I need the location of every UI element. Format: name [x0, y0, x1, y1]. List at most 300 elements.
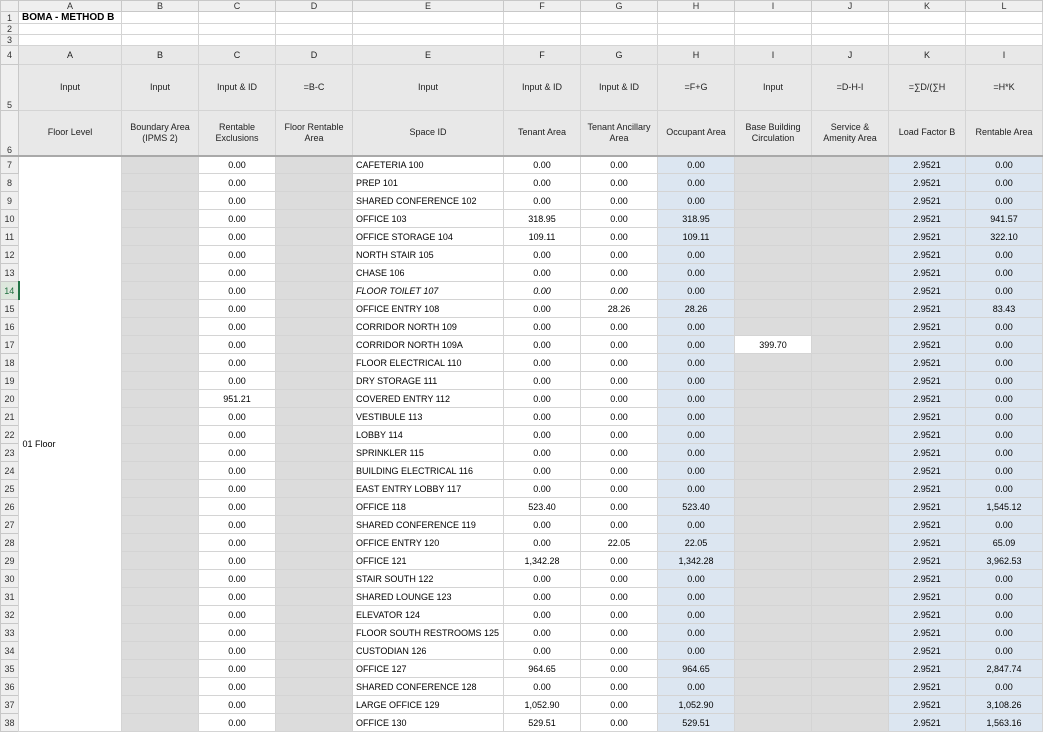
tenant-area-cell[interactable]: 0.00 [504, 354, 581, 372]
occupant-area-cell[interactable]: 0.00 [658, 390, 735, 408]
rentable-exclusions-cell[interactable]: 0.00 [199, 714, 276, 732]
tenant-ancillary-cell[interactable]: 0.00 [581, 696, 658, 714]
sheet-cell[interactable] [504, 35, 581, 46]
occupant-area-cell[interactable]: 0.00 [658, 264, 735, 282]
rentable-area-cell[interactable]: 1,563.16 [966, 714, 1043, 732]
rentable-area-cell[interactable]: 0.00 [966, 318, 1043, 336]
row-header[interactable]: 26 [1, 498, 19, 516]
tenant-area-cell[interactable]: 0.00 [504, 156, 581, 174]
floor-rentable-area-cell[interactable] [276, 642, 353, 660]
rentable-exclusions-cell[interactable]: 0.00 [199, 408, 276, 426]
load-factor-cell[interactable]: 2.9521 [889, 246, 966, 264]
boundary-area-cell[interactable] [122, 210, 199, 228]
sheet-cell[interactable] [19, 35, 122, 46]
space-id-cell[interactable]: PREP 101 [353, 174, 504, 192]
load-factor-cell[interactable]: 2.9521 [889, 552, 966, 570]
occupant-area-cell[interactable]: 1,342.28 [658, 552, 735, 570]
floor-rentable-area-cell[interactable] [276, 588, 353, 606]
tenant-ancillary-cell[interactable]: 0.00 [581, 354, 658, 372]
occupant-area-cell[interactable]: 1,052.90 [658, 696, 735, 714]
occupant-area-cell[interactable]: 529.51 [658, 714, 735, 732]
rentable-area-cell[interactable]: 83.43 [966, 300, 1043, 318]
rentable-area-cell[interactable]: 0.00 [966, 516, 1043, 534]
sheet-cell[interactable] [122, 24, 199, 35]
tenant-area-cell[interactable]: 0.00 [504, 480, 581, 498]
tenant-area-cell[interactable]: 318.95 [504, 210, 581, 228]
service-amenity-cell[interactable] [812, 336, 889, 354]
row-header[interactable]: 13 [1, 264, 19, 282]
row-header[interactable]: 19 [1, 372, 19, 390]
boundary-area-cell[interactable] [122, 660, 199, 678]
load-factor-cell[interactable]: 2.9521 [889, 570, 966, 588]
floor-rentable-area-cell[interactable] [276, 552, 353, 570]
boundary-area-cell[interactable] [122, 444, 199, 462]
tenant-ancillary-cell[interactable]: 0.00 [581, 480, 658, 498]
tenant-area-cell[interactable]: 0.00 [504, 624, 581, 642]
occupant-area-cell[interactable]: 0.00 [658, 624, 735, 642]
service-amenity-cell[interactable] [812, 642, 889, 660]
tenant-area-cell[interactable]: 0.00 [504, 606, 581, 624]
boundary-area-cell[interactable] [122, 714, 199, 732]
base-building-circulation-cell[interactable] [735, 642, 812, 660]
header-letter-cell[interactable]: E [353, 46, 504, 65]
sheet-cell[interactable] [812, 24, 889, 35]
space-id-cell[interactable]: OFFICE ENTRY 108 [353, 300, 504, 318]
floor-rentable-area-cell[interactable] [276, 336, 353, 354]
header-formula-cell[interactable]: Input [122, 65, 199, 111]
tenant-ancillary-cell[interactable]: 0.00 [581, 570, 658, 588]
rentable-exclusions-cell[interactable]: 0.00 [199, 480, 276, 498]
service-amenity-cell[interactable] [812, 444, 889, 462]
occupant-area-cell[interactable]: 0.00 [658, 444, 735, 462]
rentable-exclusions-cell[interactable]: 0.00 [199, 660, 276, 678]
rentable-area-cell[interactable]: 0.00 [966, 462, 1043, 480]
load-factor-cell[interactable]: 2.9521 [889, 408, 966, 426]
tenant-ancillary-cell[interactable]: 0.00 [581, 192, 658, 210]
service-amenity-cell[interactable] [812, 174, 889, 192]
row-header[interactable]: 18 [1, 354, 19, 372]
header-formula-cell[interactable]: Input & ID [504, 65, 581, 111]
occupant-area-cell[interactable]: 109.11 [658, 228, 735, 246]
space-id-cell[interactable]: SPRINKLER 115 [353, 444, 504, 462]
occupant-area-cell[interactable]: 964.65 [658, 660, 735, 678]
row-header[interactable]: 27 [1, 516, 19, 534]
row-header[interactable]: 20 [1, 390, 19, 408]
boundary-area-cell[interactable] [122, 516, 199, 534]
occupant-area-cell[interactable]: 0.00 [658, 174, 735, 192]
row-header[interactable]: 34 [1, 642, 19, 660]
base-building-circulation-cell[interactable] [735, 462, 812, 480]
load-factor-cell[interactable]: 2.9521 [889, 714, 966, 732]
sheet-cell[interactable] [581, 12, 658, 24]
tenant-ancillary-cell[interactable]: 0.00 [581, 246, 658, 264]
rentable-area-cell[interactable]: 0.00 [966, 426, 1043, 444]
load-factor-cell[interactable]: 2.9521 [889, 192, 966, 210]
load-factor-cell[interactable]: 2.9521 [889, 696, 966, 714]
row-header[interactable]: 3 [1, 35, 19, 46]
boundary-area-cell[interactable] [122, 282, 199, 300]
space-id-cell[interactable]: LARGE OFFICE 129 [353, 696, 504, 714]
service-amenity-cell[interactable] [812, 156, 889, 174]
rentable-area-cell[interactable]: 3,962.53 [966, 552, 1043, 570]
rentable-area-cell[interactable]: 0.00 [966, 390, 1043, 408]
service-amenity-cell[interactable] [812, 588, 889, 606]
space-id-cell[interactable]: STAIR SOUTH 122 [353, 570, 504, 588]
boundary-area-cell[interactable] [122, 624, 199, 642]
rentable-area-cell[interactable]: 0.00 [966, 588, 1043, 606]
floor-rentable-area-cell[interactable] [276, 660, 353, 678]
header-letter-cell[interactable]: D [276, 46, 353, 65]
sheet-cell[interactable] [581, 24, 658, 35]
rentable-area-cell[interactable]: 0.00 [966, 444, 1043, 462]
sheet-cell[interactable] [735, 35, 812, 46]
rentable-area-cell[interactable]: 0.00 [966, 480, 1043, 498]
occupant-area-cell[interactable]: 28.26 [658, 300, 735, 318]
tenant-area-cell[interactable]: 0.00 [504, 642, 581, 660]
tenant-ancillary-cell[interactable]: 0.00 [581, 660, 658, 678]
tenant-area-cell[interactable]: 0.00 [504, 534, 581, 552]
sheet-cell[interactable] [19, 24, 122, 35]
tenant-ancillary-cell[interactable]: 0.00 [581, 372, 658, 390]
rentable-area-cell[interactable]: 0.00 [966, 246, 1043, 264]
rentable-exclusions-cell[interactable]: 0.00 [199, 588, 276, 606]
occupant-area-cell[interactable]: 0.00 [658, 642, 735, 660]
service-amenity-cell[interactable] [812, 480, 889, 498]
row-header[interactable]: 25 [1, 480, 19, 498]
occupant-area-cell[interactable]: 0.00 [658, 678, 735, 696]
floor-rentable-area-cell[interactable] [276, 516, 353, 534]
header-letter-cell[interactable]: G [581, 46, 658, 65]
base-building-circulation-cell[interactable] [735, 300, 812, 318]
service-amenity-cell[interactable] [812, 300, 889, 318]
boundary-area-cell[interactable] [122, 552, 199, 570]
rentable-area-cell[interactable]: 2,847.74 [966, 660, 1043, 678]
column-header[interactable]: I [735, 1, 812, 12]
boundary-area-cell[interactable] [122, 534, 199, 552]
header-formula-cell[interactable]: =∑D/(∑H [889, 65, 966, 111]
sheet-cell[interactable] [966, 35, 1043, 46]
header-letter-cell[interactable]: F [504, 46, 581, 65]
service-amenity-cell[interactable] [812, 552, 889, 570]
boundary-area-cell[interactable] [122, 156, 199, 174]
floor-rentable-area-cell[interactable] [276, 228, 353, 246]
tenant-area-cell[interactable]: 0.00 [504, 390, 581, 408]
load-factor-cell[interactable]: 2.9521 [889, 534, 966, 552]
floor-rentable-area-cell[interactable] [276, 282, 353, 300]
rentable-exclusions-cell[interactable]: 0.00 [199, 606, 276, 624]
tenant-area-cell[interactable]: 0.00 [504, 426, 581, 444]
row-header[interactable]: 6 [1, 111, 19, 156]
sheet-cell[interactable] [504, 24, 581, 35]
rentable-area-cell[interactable]: 0.00 [966, 408, 1043, 426]
header-name-cell[interactable]: Load Factor B [889, 111, 966, 156]
row-header[interactable]: 21 [1, 408, 19, 426]
sheet-cell[interactable] [735, 24, 812, 35]
space-id-cell[interactable]: DRY STORAGE 111 [353, 372, 504, 390]
sheet-cell[interactable] [889, 24, 966, 35]
service-amenity-cell[interactable] [812, 408, 889, 426]
floor-rentable-area-cell[interactable] [276, 174, 353, 192]
floor-rentable-area-cell[interactable] [276, 246, 353, 264]
rentable-exclusions-cell[interactable]: 0.00 [199, 678, 276, 696]
floor-rentable-area-cell[interactable] [276, 480, 353, 498]
row-header[interactable]: 1 [1, 12, 19, 24]
sheet-cell[interactable] [353, 35, 504, 46]
tenant-ancillary-cell[interactable]: 0.00 [581, 588, 658, 606]
tenant-ancillary-cell[interactable]: 0.00 [581, 624, 658, 642]
rentable-exclusions-cell[interactable]: 0.00 [199, 624, 276, 642]
service-amenity-cell[interactable] [812, 714, 889, 732]
boundary-area-cell[interactable] [122, 678, 199, 696]
occupant-area-cell[interactable]: 0.00 [658, 318, 735, 336]
row-header[interactable]: 23 [1, 444, 19, 462]
rentable-area-cell[interactable]: 0.00 [966, 354, 1043, 372]
service-amenity-cell[interactable] [812, 426, 889, 444]
row-header[interactable]: 32 [1, 606, 19, 624]
space-id-cell[interactable]: OFFICE 130 [353, 714, 504, 732]
row-header[interactable]: 30 [1, 570, 19, 588]
service-amenity-cell[interactable] [812, 372, 889, 390]
boundary-area-cell[interactable] [122, 336, 199, 354]
load-factor-cell[interactable]: 2.9521 [889, 444, 966, 462]
service-amenity-cell[interactable] [812, 660, 889, 678]
rentable-exclusions-cell[interactable]: 0.00 [199, 354, 276, 372]
base-building-circulation-cell[interactable] [735, 264, 812, 282]
boundary-area-cell[interactable] [122, 174, 199, 192]
tenant-area-cell[interactable]: 0.00 [504, 372, 581, 390]
boundary-area-cell[interactable] [122, 264, 199, 282]
service-amenity-cell[interactable] [812, 210, 889, 228]
rentable-exclusions-cell[interactable]: 0.00 [199, 192, 276, 210]
base-building-circulation-cell[interactable] [735, 192, 812, 210]
tenant-area-cell[interactable]: 0.00 [504, 408, 581, 426]
space-id-cell[interactable]: CORRIDOR NORTH 109 [353, 318, 504, 336]
floor-rentable-area-cell[interactable] [276, 714, 353, 732]
row-header[interactable]: 14 [1, 282, 19, 300]
tenant-ancillary-cell[interactable]: 0.00 [581, 498, 658, 516]
base-building-circulation-cell[interactable] [735, 534, 812, 552]
header-formula-cell[interactable]: Input & ID [199, 65, 276, 111]
select-all-corner[interactable] [1, 1, 19, 12]
load-factor-cell[interactable]: 2.9521 [889, 678, 966, 696]
base-building-circulation-cell[interactable] [735, 372, 812, 390]
service-amenity-cell[interactable] [812, 228, 889, 246]
rentable-area-cell[interactable]: 3,108.26 [966, 696, 1043, 714]
rentable-area-cell[interactable]: 322.10 [966, 228, 1043, 246]
load-factor-cell[interactable]: 2.9521 [889, 480, 966, 498]
rentable-exclusions-cell[interactable]: 0.00 [199, 300, 276, 318]
service-amenity-cell[interactable] [812, 192, 889, 210]
row-header[interactable]: 36 [1, 678, 19, 696]
header-letter-cell[interactable]: A [19, 46, 122, 65]
space-id-cell[interactable]: ELEVATOR 124 [353, 606, 504, 624]
occupant-area-cell[interactable]: 318.95 [658, 210, 735, 228]
base-building-circulation-cell[interactable]: 399.70 [735, 336, 812, 354]
rentable-area-cell[interactable]: 0.00 [966, 372, 1043, 390]
boundary-area-cell[interactable] [122, 372, 199, 390]
tenant-area-cell[interactable]: 0.00 [504, 264, 581, 282]
tenant-ancillary-cell[interactable]: 0.00 [581, 282, 658, 300]
space-id-cell[interactable]: CUSTODIAN 126 [353, 642, 504, 660]
occupant-area-cell[interactable]: 0.00 [658, 426, 735, 444]
tenant-area-cell[interactable]: 964.65 [504, 660, 581, 678]
base-building-circulation-cell[interactable] [735, 282, 812, 300]
sheet-cell[interactable] [276, 12, 353, 24]
floor-rentable-area-cell[interactable] [276, 264, 353, 282]
tenant-area-cell[interactable]: 109.11 [504, 228, 581, 246]
header-letter-cell[interactable]: I [735, 46, 812, 65]
base-building-circulation-cell[interactable] [735, 228, 812, 246]
boundary-area-cell[interactable] [122, 498, 199, 516]
rentable-exclusions-cell[interactable]: 951.21 [199, 390, 276, 408]
sheet-cell[interactable] [735, 12, 812, 24]
floor-rentable-area-cell[interactable] [276, 462, 353, 480]
base-building-circulation-cell[interactable] [735, 714, 812, 732]
space-id-cell[interactable]: NORTH STAIR 105 [353, 246, 504, 264]
sheet-cell[interactable] [812, 12, 889, 24]
service-amenity-cell[interactable] [812, 624, 889, 642]
boundary-area-cell[interactable] [122, 426, 199, 444]
base-building-circulation-cell[interactable] [735, 210, 812, 228]
rentable-area-cell[interactable]: 0.00 [966, 624, 1043, 642]
space-id-cell[interactable]: OFFICE ENTRY 120 [353, 534, 504, 552]
space-id-cell[interactable]: OFFICE STORAGE 104 [353, 228, 504, 246]
floor-rentable-area-cell[interactable] [276, 210, 353, 228]
header-formula-cell[interactable]: =D-H-I [812, 65, 889, 111]
row-header[interactable]: 33 [1, 624, 19, 642]
base-building-circulation-cell[interactable] [735, 318, 812, 336]
space-id-cell[interactable]: SHARED CONFERENCE 102 [353, 192, 504, 210]
base-building-circulation-cell[interactable] [735, 480, 812, 498]
column-header[interactable]: H [658, 1, 735, 12]
tenant-area-cell[interactable]: 0.00 [504, 192, 581, 210]
floor-rentable-area-cell[interactable] [276, 192, 353, 210]
service-amenity-cell[interactable] [812, 606, 889, 624]
base-building-circulation-cell[interactable] [735, 588, 812, 606]
tenant-ancillary-cell[interactable]: 0.00 [581, 516, 658, 534]
space-id-cell[interactable]: OFFICE 103 [353, 210, 504, 228]
load-factor-cell[interactable]: 2.9521 [889, 264, 966, 282]
floor-rentable-area-cell[interactable] [276, 624, 353, 642]
rentable-exclusions-cell[interactable]: 0.00 [199, 516, 276, 534]
header-letter-cell[interactable]: K [889, 46, 966, 65]
space-id-cell[interactable]: SHARED CONFERENCE 128 [353, 678, 504, 696]
rentable-exclusions-cell[interactable]: 0.00 [199, 696, 276, 714]
rentable-exclusions-cell[interactable]: 0.00 [199, 462, 276, 480]
row-header[interactable]: 37 [1, 696, 19, 714]
column-header[interactable]: B [122, 1, 199, 12]
occupant-area-cell[interactable]: 0.00 [658, 462, 735, 480]
floor-level-cell[interactable]: 01 Floor [19, 156, 122, 732]
boundary-area-cell[interactable] [122, 642, 199, 660]
row-header[interactable]: 16 [1, 318, 19, 336]
header-name-cell[interactable]: Rentable Exclusions [199, 111, 276, 156]
base-building-circulation-cell[interactable] [735, 444, 812, 462]
space-id-cell[interactable]: SHARED CONFERENCE 119 [353, 516, 504, 534]
service-amenity-cell[interactable] [812, 570, 889, 588]
service-amenity-cell[interactable] [812, 318, 889, 336]
load-factor-cell[interactable]: 2.9521 [889, 426, 966, 444]
rentable-exclusions-cell[interactable]: 0.00 [199, 282, 276, 300]
tenant-area-cell[interactable]: 0.00 [504, 444, 581, 462]
load-factor-cell[interactable]: 2.9521 [889, 228, 966, 246]
header-name-cell[interactable]: Tenant Area [504, 111, 581, 156]
sheet-cell[interactable] [199, 12, 276, 24]
tenant-ancillary-cell[interactable]: 22.05 [581, 534, 658, 552]
tenant-area-cell[interactable]: 0.00 [504, 318, 581, 336]
sheet-cell[interactable] [276, 24, 353, 35]
boundary-area-cell[interactable] [122, 480, 199, 498]
rentable-exclusions-cell[interactable]: 0.00 [199, 264, 276, 282]
base-building-circulation-cell[interactable] [735, 516, 812, 534]
load-factor-cell[interactable]: 2.9521 [889, 660, 966, 678]
rentable-area-cell[interactable]: 0.00 [966, 264, 1043, 282]
rentable-exclusions-cell[interactable]: 0.00 [199, 498, 276, 516]
service-amenity-cell[interactable] [812, 282, 889, 300]
boundary-area-cell[interactable] [122, 462, 199, 480]
rentable-area-cell[interactable]: 65.09 [966, 534, 1043, 552]
occupant-area-cell[interactable]: 0.00 [658, 606, 735, 624]
occupant-area-cell[interactable]: 0.00 [658, 156, 735, 174]
service-amenity-cell[interactable] [812, 498, 889, 516]
column-header[interactable]: E [353, 1, 504, 12]
floor-rentable-area-cell[interactable] [276, 426, 353, 444]
occupant-area-cell[interactable]: 22.05 [658, 534, 735, 552]
row-header[interactable]: 9 [1, 192, 19, 210]
floor-rentable-area-cell[interactable] [276, 354, 353, 372]
row-header[interactable]: 15 [1, 300, 19, 318]
boundary-area-cell[interactable] [122, 606, 199, 624]
rentable-exclusions-cell[interactable]: 0.00 [199, 174, 276, 192]
row-header[interactable]: 35 [1, 660, 19, 678]
service-amenity-cell[interactable] [812, 354, 889, 372]
column-header[interactable]: J [812, 1, 889, 12]
header-name-cell[interactable]: Occupant Area [658, 111, 735, 156]
sheet-cell[interactable] [658, 12, 735, 24]
tenant-ancillary-cell[interactable]: 0.00 [581, 210, 658, 228]
base-building-circulation-cell[interactable] [735, 624, 812, 642]
row-header[interactable]: 10 [1, 210, 19, 228]
header-name-cell[interactable]: Rentable Area [966, 111, 1043, 156]
header-letter-cell[interactable]: I [966, 46, 1043, 65]
row-header[interactable]: 12 [1, 246, 19, 264]
sheet-cell[interactable] [812, 35, 889, 46]
service-amenity-cell[interactable] [812, 246, 889, 264]
base-building-circulation-cell[interactable] [735, 552, 812, 570]
service-amenity-cell[interactable] [812, 264, 889, 282]
load-factor-cell[interactable]: 2.9521 [889, 390, 966, 408]
sheet-cell[interactable] [658, 35, 735, 46]
rentable-exclusions-cell[interactable]: 0.00 [199, 336, 276, 354]
boundary-area-cell[interactable] [122, 354, 199, 372]
rentable-area-cell[interactable]: 0.00 [966, 192, 1043, 210]
row-header[interactable]: 29 [1, 552, 19, 570]
load-factor-cell[interactable]: 2.9521 [889, 210, 966, 228]
tenant-ancillary-cell[interactable]: 0.00 [581, 606, 658, 624]
base-building-circulation-cell[interactable] [735, 246, 812, 264]
floor-rentable-area-cell[interactable] [276, 678, 353, 696]
header-formula-cell[interactable]: Input [19, 65, 122, 111]
space-id-cell[interactable]: EAST ENTRY LOBBY 117 [353, 480, 504, 498]
base-building-circulation-cell[interactable] [735, 156, 812, 174]
tenant-area-cell[interactable]: 0.00 [504, 300, 581, 318]
space-id-cell[interactable]: OFFICE 121 [353, 552, 504, 570]
floor-rentable-area-cell[interactable] [276, 570, 353, 588]
header-name-cell[interactable]: Base Building Circulation [735, 111, 812, 156]
occupant-area-cell[interactable]: 0.00 [658, 246, 735, 264]
column-header[interactable]: G [581, 1, 658, 12]
tenant-area-cell[interactable]: 1,052.90 [504, 696, 581, 714]
